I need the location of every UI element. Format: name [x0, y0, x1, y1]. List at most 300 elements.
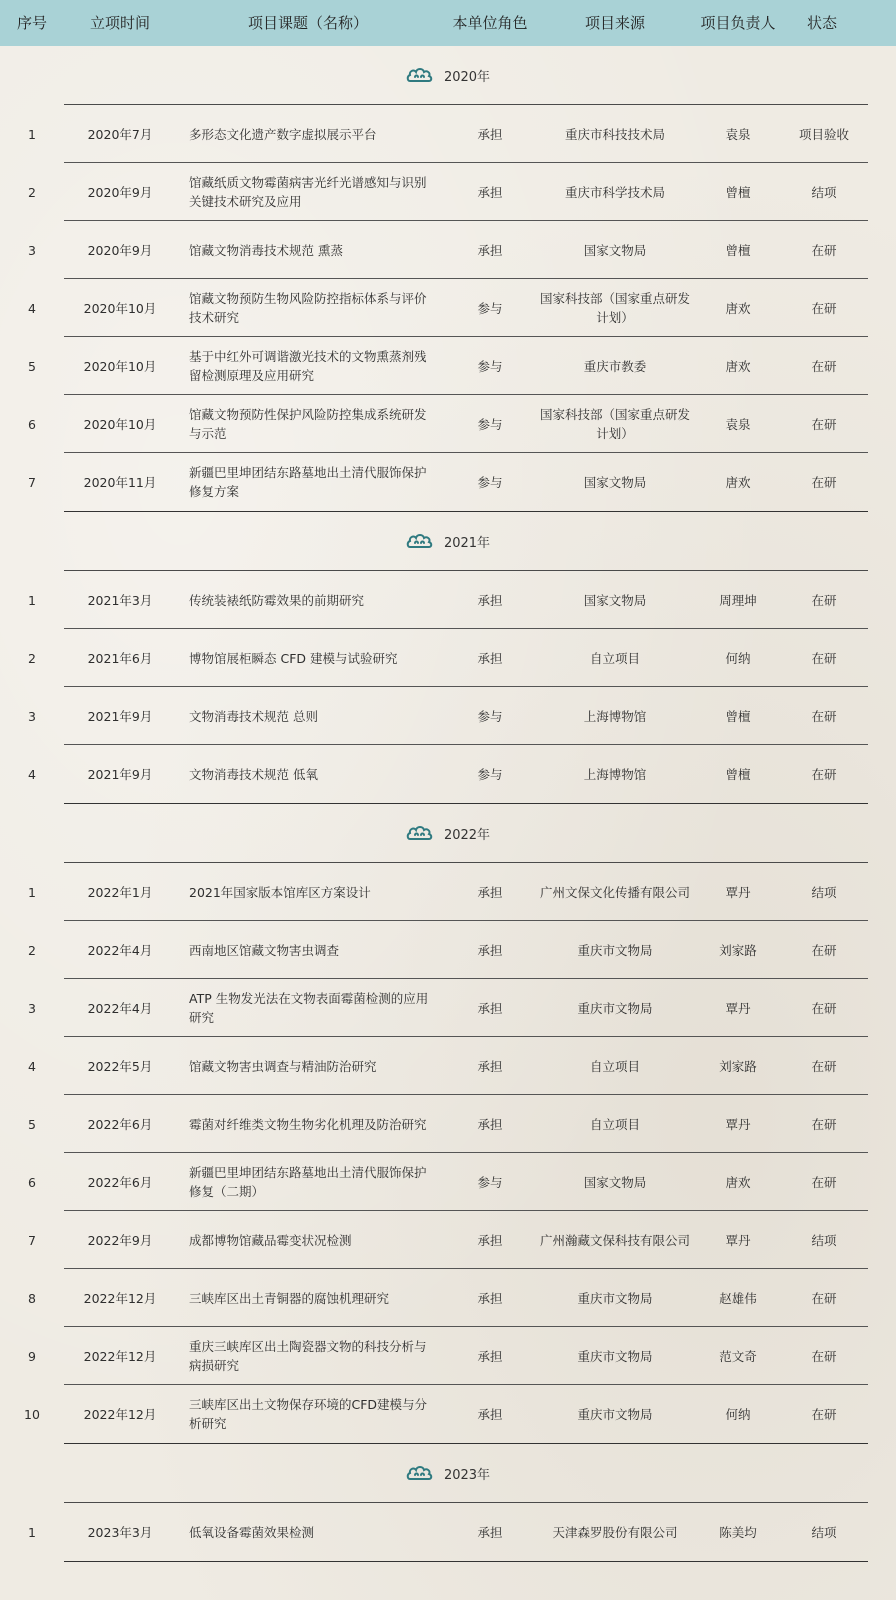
cell-date: [64, 279, 176, 337]
cell-date: [64, 395, 176, 453]
cell-seq-text: 9: [28, 1348, 36, 1364]
cell-leader: [690, 863, 786, 921]
cell-role: [440, 1503, 540, 1561]
cell-name: [189, 1211, 437, 1269]
cell-name: [189, 863, 437, 921]
cell-leader: [690, 395, 786, 453]
cell-role-text: 参与: [477, 708, 503, 724]
cell-date-text: 2021年9月: [87, 766, 153, 782]
cell-leader-text: 唐欢: [725, 358, 751, 374]
cell-source: [540, 979, 690, 1037]
cell-source-text: 自立项目: [589, 1058, 640, 1074]
cell-name: [189, 1385, 437, 1443]
cell-name-text: 文物消毒技术规范 低氧: [189, 766, 318, 782]
cell-status-text: 在研: [811, 300, 837, 316]
cell-date-text: 2021年3月: [87, 592, 153, 608]
table-row: [0, 863, 868, 921]
cloud-icon: [406, 1463, 434, 1483]
cell-source: [540, 921, 690, 979]
cell-status: [786, 1327, 862, 1385]
cell-status-text: 在研: [811, 1348, 837, 1364]
header-seq: 序号: [16, 14, 47, 32]
cell-date-text: 2020年11月: [83, 474, 157, 490]
cell-date-text: 2020年9月: [87, 184, 153, 200]
table-row: [0, 163, 868, 221]
cell-name: [189, 629, 437, 687]
cell-role: [440, 745, 540, 803]
table-header: [0, 0, 896, 46]
cell-seq: [0, 279, 64, 337]
cell-seq-text: 3: [28, 242, 36, 258]
cell-role: [440, 1211, 540, 1269]
cell-source-text: 天津森罗股份有限公司: [552, 1524, 678, 1540]
cell-date: [64, 337, 176, 395]
cell-status-text: 在研: [811, 242, 837, 258]
cell-role-text: 承担: [477, 1116, 503, 1132]
cell-role: [440, 1095, 540, 1153]
cell-status: [786, 1095, 862, 1153]
cell-source: [540, 1503, 690, 1561]
cell-date-text: 2020年10月: [83, 416, 157, 432]
cell-role-text: 承担: [477, 1524, 503, 1540]
cell-status: [786, 221, 862, 279]
cell-source: [540, 221, 690, 279]
year-heading: [0, 804, 896, 862]
cell-seq: [0, 1095, 64, 1153]
header-name: 项目课题（名称）: [247, 14, 368, 32]
cell-name-text: 三峡库区出土青铜器的腐蚀机理研究: [189, 1290, 390, 1306]
cell-role-text: 承担: [477, 592, 503, 608]
cell-source-text: 重庆市文物局: [577, 1406, 653, 1422]
year-heading: [0, 1444, 896, 1502]
cell-leader: [690, 687, 786, 745]
cell-status-text: 在研: [811, 1116, 837, 1132]
cell-leader: [690, 163, 786, 221]
cell-status: [786, 629, 862, 687]
cell-date-text: 2022年5月: [87, 1058, 153, 1074]
cell-source: [540, 629, 690, 687]
cell-date: [64, 1385, 176, 1443]
cell-date-text: 2022年12月: [83, 1290, 157, 1306]
cell-leader-text: 何纳: [725, 650, 751, 666]
cell-seq-text: 6: [28, 416, 36, 432]
cell-seq-text: 1: [28, 126, 36, 142]
cell-source: [540, 687, 690, 745]
cell-source-text: 重庆市文物局: [577, 1348, 653, 1364]
cell-leader-text: 曾檀: [725, 242, 751, 258]
year-group: [28, 1502, 868, 1562]
cell-leader-text: 曾檀: [725, 766, 751, 782]
cell-leader-text: 覃丹: [725, 884, 751, 900]
cell-source: [540, 863, 690, 921]
year-label: 2020年: [443, 69, 491, 85]
cell-source-text: 上海博物馆: [583, 708, 647, 724]
cell-status-text: 结项: [811, 184, 837, 200]
header-date: 立项时间: [89, 14, 150, 32]
cell-status-text: 在研: [811, 766, 837, 782]
cell-status: [786, 395, 862, 453]
cell-leader-text: 刘家路: [719, 1058, 757, 1074]
cell-leader: [690, 921, 786, 979]
cell-name-text: 霉菌对纤维类文物生物劣化机理及防治研究: [189, 1116, 427, 1132]
cell-source-text: 广州文保文化传播有限公司: [540, 884, 691, 900]
cell-seq-text: 2: [28, 650, 36, 666]
cell-name-text: 馆藏文物消毒技术规范 熏蒸: [189, 242, 343, 258]
cell-date-text: 2022年1月: [87, 884, 153, 900]
cell-role-text: 承担: [477, 884, 503, 900]
cell-name: [189, 279, 437, 337]
cell-status: [786, 1037, 862, 1095]
cell-status-text: 结项: [811, 884, 837, 900]
header-status: 状态: [806, 14, 837, 32]
cell-name-text: 西南地区馆藏文物害虫调查: [189, 942, 340, 958]
cell-seq-text: 5: [28, 358, 36, 374]
cell-date-text: 2022年4月: [87, 1000, 153, 1016]
cell-status-text: 在研: [811, 592, 837, 608]
cell-leader: [690, 1327, 786, 1385]
cell-role-text: 参与: [477, 300, 503, 316]
cell-seq: [0, 979, 64, 1037]
cell-leader-text: 覃丹: [725, 1116, 751, 1132]
cell-leader: [690, 1037, 786, 1095]
cell-role: [440, 571, 540, 629]
year-group: [24, 862, 868, 1444]
cell-leader-text: 周理坤: [719, 592, 757, 608]
cell-source: [540, 1037, 690, 1095]
cell-date: [64, 1503, 176, 1561]
cell-leader: [690, 337, 786, 395]
cell-status: [786, 1269, 862, 1327]
cell-leader: [690, 745, 786, 803]
table-row: [0, 1385, 868, 1443]
cell-role: [440, 453, 540, 511]
cell-date: [64, 629, 176, 687]
cell-leader-text: 覃丹: [725, 1000, 751, 1016]
cell-name: [189, 105, 437, 163]
cell-status: [786, 1385, 862, 1443]
table-row: [0, 453, 868, 511]
cell-leader: [690, 1269, 786, 1327]
cell-status: [786, 1503, 862, 1561]
cell-seq: [0, 687, 64, 745]
cell-status: [786, 687, 862, 745]
cell-date-text: 2020年7月: [87, 126, 153, 142]
cell-status-text: 在研: [811, 1290, 837, 1306]
cell-status: [786, 979, 862, 1037]
cell-source: [540, 395, 690, 453]
cell-role: [440, 863, 540, 921]
cell-seq: [0, 629, 64, 687]
cell-source: [540, 163, 690, 221]
cell-date-text: 2021年6月: [87, 650, 153, 666]
table-row: [0, 1037, 868, 1095]
cell-status: [786, 105, 862, 163]
cell-status: [786, 863, 862, 921]
cell-leader-text: 唐欢: [725, 1174, 751, 1190]
cell-status-text: 在研: [811, 1000, 837, 1016]
cell-leader: [690, 279, 786, 337]
cell-name: [189, 453, 437, 511]
cell-leader-text: 袁泉: [725, 126, 751, 142]
cell-date: [64, 687, 176, 745]
cell-name-text: 馆藏纸质文物霉菌病害光纤光谱感知与识别关键技术研究及应用: [189, 175, 427, 209]
table-row: [0, 687, 868, 745]
cell-date-text: 2022年6月: [87, 1116, 153, 1132]
cell-seq-text: 6: [28, 1174, 36, 1190]
cell-date: [64, 1095, 176, 1153]
cloud-icon: [406, 65, 434, 85]
cell-role: [440, 1385, 540, 1443]
cell-leader: [690, 1095, 786, 1153]
cell-leader: [690, 1503, 786, 1561]
cell-seq: [0, 1153, 64, 1211]
cell-name-text: ATP 生物发光法在文物表面霉菌检测的应用研究: [189, 991, 429, 1025]
cell-role: [440, 979, 540, 1037]
table-row: [0, 1269, 868, 1327]
cell-date: [64, 1211, 176, 1269]
cell-source: [540, 1269, 690, 1327]
table-row: [0, 745, 868, 803]
cell-leader: [690, 1211, 786, 1269]
cell-source-text: 广州瀚藏文保科技有限公司: [540, 1232, 691, 1248]
cell-seq-text: 5: [28, 1116, 36, 1132]
cell-date-text: 2022年6月: [87, 1174, 153, 1190]
cell-role-text: 参与: [477, 416, 503, 432]
cell-seq-text: 4: [28, 300, 36, 316]
cell-role: [440, 1037, 540, 1095]
cell-leader-text: 曾檀: [725, 708, 751, 724]
cell-date: [64, 571, 176, 629]
cell-seq: [0, 337, 64, 395]
cell-name: [189, 163, 437, 221]
cell-date: [64, 221, 176, 279]
cell-source-text: 重庆市文物局: [577, 1000, 653, 1016]
cell-status-text: 在研: [811, 474, 837, 490]
cell-leader-text: 何纳: [725, 1406, 751, 1422]
cloud-icon: [406, 531, 434, 551]
header-role: 本单位角色: [452, 14, 528, 32]
table-row: [0, 1503, 868, 1561]
cell-name-text: 成都博物馆藏品霉变状况检测: [189, 1232, 352, 1248]
cell-date-text: 2022年9月: [87, 1232, 153, 1248]
cell-status-text: 在研: [811, 708, 837, 724]
cell-name: [189, 979, 437, 1037]
cell-status-text: 在研: [811, 1174, 837, 1190]
cell-role: [440, 629, 540, 687]
cell-name: [189, 1095, 437, 1153]
cell-seq-text: 3: [28, 708, 36, 724]
cell-leader-text: 赵雄伟: [719, 1290, 757, 1306]
cell-seq-text: 4: [28, 1058, 36, 1074]
cell-status-text: 在研: [811, 942, 837, 958]
cell-role: [440, 221, 540, 279]
cell-source: [540, 571, 690, 629]
cell-role: [440, 921, 540, 979]
cell-seq: [0, 1503, 64, 1561]
cell-role: [440, 395, 540, 453]
cell-role-text: 承担: [477, 1348, 503, 1364]
cell-role-text: 承担: [477, 1000, 503, 1016]
cell-source-text: 国家文物局: [583, 242, 647, 258]
cell-source: [540, 337, 690, 395]
cell-date-text: 2023年3月: [87, 1524, 153, 1540]
cell-status: [786, 279, 862, 337]
cell-name: [189, 1503, 437, 1561]
project-table: [0, 46, 896, 1562]
table-row: [0, 1153, 868, 1211]
cell-name-text: 文物消毒技术规范 总则: [189, 708, 318, 724]
cell-date-text: 2022年12月: [83, 1348, 157, 1364]
cell-status: [786, 745, 862, 803]
cell-name-text: 多形态文化遗产数字虚拟展示平台: [189, 126, 377, 142]
cell-name: [189, 745, 437, 803]
cell-seq: [0, 1269, 64, 1327]
cell-date-text: 2020年10月: [83, 358, 157, 374]
cell-date: [64, 1153, 176, 1211]
cell-seq: [0, 863, 64, 921]
cell-seq: [0, 221, 64, 279]
cell-leader: [690, 571, 786, 629]
cell-name-text: 馆藏文物预防性保护风险防控集成系统研发与示范: [189, 407, 427, 441]
year-label: 2021年: [443, 535, 491, 551]
cell-seq-text: 7: [28, 1232, 36, 1248]
cell-status-text: 在研: [811, 416, 837, 432]
cell-source-text: 国家文物局: [583, 592, 647, 608]
cell-leader-text: 曾檀: [725, 184, 751, 200]
cell-name: [189, 221, 437, 279]
cell-source-text: 国家文物局: [583, 474, 647, 490]
cell-date: [64, 979, 176, 1037]
cell-date: [64, 453, 176, 511]
cell-name: [189, 1269, 437, 1327]
cell-name: [189, 337, 437, 395]
cell-name: [189, 571, 437, 629]
cell-status-text: 在研: [811, 358, 837, 374]
cell-seq-text: 1: [28, 592, 36, 608]
table-row: [0, 337, 868, 395]
cell-role: [440, 337, 540, 395]
table-row: [0, 279, 868, 337]
cell-role: [440, 1153, 540, 1211]
cell-source-text: 国家科技部（国家重点研发计划）: [540, 407, 691, 441]
cell-seq-text: 7: [28, 474, 36, 490]
cell-leader: [690, 1385, 786, 1443]
cell-role: [440, 279, 540, 337]
cell-seq-text: 8: [28, 1290, 36, 1306]
cell-name: [189, 1327, 437, 1385]
cell-source: [540, 1095, 690, 1153]
table-row: [0, 1211, 868, 1269]
cell-source-text: 自立项目: [589, 1116, 640, 1132]
cell-role-text: 承担: [477, 126, 503, 142]
cell-name: [189, 395, 437, 453]
cell-source-text: 自立项目: [589, 650, 640, 666]
cell-status: [786, 163, 862, 221]
cell-role-text: 承担: [477, 1406, 503, 1422]
cell-leader-text: 覃丹: [725, 1232, 751, 1248]
cell-source: [540, 105, 690, 163]
table-row: [0, 921, 868, 979]
year-heading: [0, 46, 896, 104]
cell-leader-text: 范文奇: [719, 1348, 757, 1364]
cell-status-text: 结项: [811, 1524, 837, 1540]
cell-date: [64, 745, 176, 803]
cell-name-text: 馆藏文物预防生物风险防控指标体系与评价技术研究: [189, 291, 427, 325]
cell-date: [64, 921, 176, 979]
cell-seq-text: 2: [28, 942, 36, 958]
cell-seq: [0, 163, 64, 221]
cell-name: [189, 687, 437, 745]
cell-role: [440, 1269, 540, 1327]
cell-leader-text: 唐欢: [725, 474, 751, 490]
cell-name-text: 博物馆展柜瞬态 CFD 建模与试验研究: [189, 650, 398, 666]
cell-status-text: 在研: [811, 650, 837, 666]
cell-status-text: 结项: [811, 1232, 837, 1248]
cell-name-text: 新疆巴里坤团结东路墓地出土清代服饰保护修复方案: [189, 465, 427, 499]
cell-role-text: 参与: [477, 358, 503, 374]
cell-leader-text: 袁泉: [725, 416, 751, 432]
cell-seq-text: 3: [28, 1000, 36, 1016]
cell-seq: [0, 571, 64, 629]
cell-source-text: 上海博物馆: [583, 766, 647, 782]
cell-role-text: 参与: [477, 1174, 503, 1190]
cell-seq: [0, 1037, 64, 1095]
cell-name: [189, 921, 437, 979]
cell-source: [540, 1211, 690, 1269]
cloud-icon: [406, 823, 434, 843]
cell-seq: [0, 395, 64, 453]
cell-leader-text: 唐欢: [725, 300, 751, 316]
cell-source-text: 重庆市科学技术局: [564, 184, 665, 200]
cell-name-text: 三峡库区出土文物保存环境的CFD建模与分析研究: [189, 1397, 428, 1431]
cell-source-text: 重庆市教委: [583, 358, 647, 374]
cell-seq: [0, 1211, 64, 1269]
cell-role-text: 承担: [477, 1232, 503, 1248]
cell-leader-text: 刘家路: [719, 942, 757, 958]
year-heading: [0, 512, 896, 570]
cell-seq: [0, 1327, 64, 1385]
table-row: [0, 1327, 868, 1385]
cell-name: [189, 1153, 437, 1211]
cell-status: [786, 1153, 862, 1211]
cell-status-text: 项目验收: [798, 126, 849, 142]
cell-role: [440, 105, 540, 163]
cell-role-text: 承担: [477, 184, 503, 200]
cell-source-text: 国家科技部（国家重点研发计划）: [540, 291, 691, 325]
cell-source-text: 国家文物局: [583, 1174, 647, 1190]
cell-role-text: 承担: [477, 1290, 503, 1306]
table-row: [0, 571, 868, 629]
cell-date-text: 2020年9月: [87, 242, 153, 258]
cell-source: [540, 1327, 690, 1385]
cell-source: [540, 453, 690, 511]
header-source: 项目来源: [584, 14, 645, 32]
cell-source-text: 重庆市科技技术局: [564, 126, 665, 142]
header-leader: 项目负责人: [700, 14, 776, 32]
cell-seq-text: 1: [28, 884, 36, 900]
cell-date-text: 2020年10月: [83, 300, 157, 316]
cell-status: [786, 337, 862, 395]
table-row: [0, 221, 868, 279]
cell-date: [64, 1269, 176, 1327]
cell-date: [64, 1037, 176, 1095]
cell-seq-text: 4: [28, 766, 36, 782]
cell-leader: [690, 221, 786, 279]
cell-role: [440, 1327, 540, 1385]
cell-name-text: 馆藏文物害虫调查与精油防治研究: [189, 1058, 377, 1074]
cell-date: [64, 105, 176, 163]
cell-name-text: 重庆三峡库区出土陶瓷器文物的科技分析与病损研究: [189, 1339, 427, 1373]
